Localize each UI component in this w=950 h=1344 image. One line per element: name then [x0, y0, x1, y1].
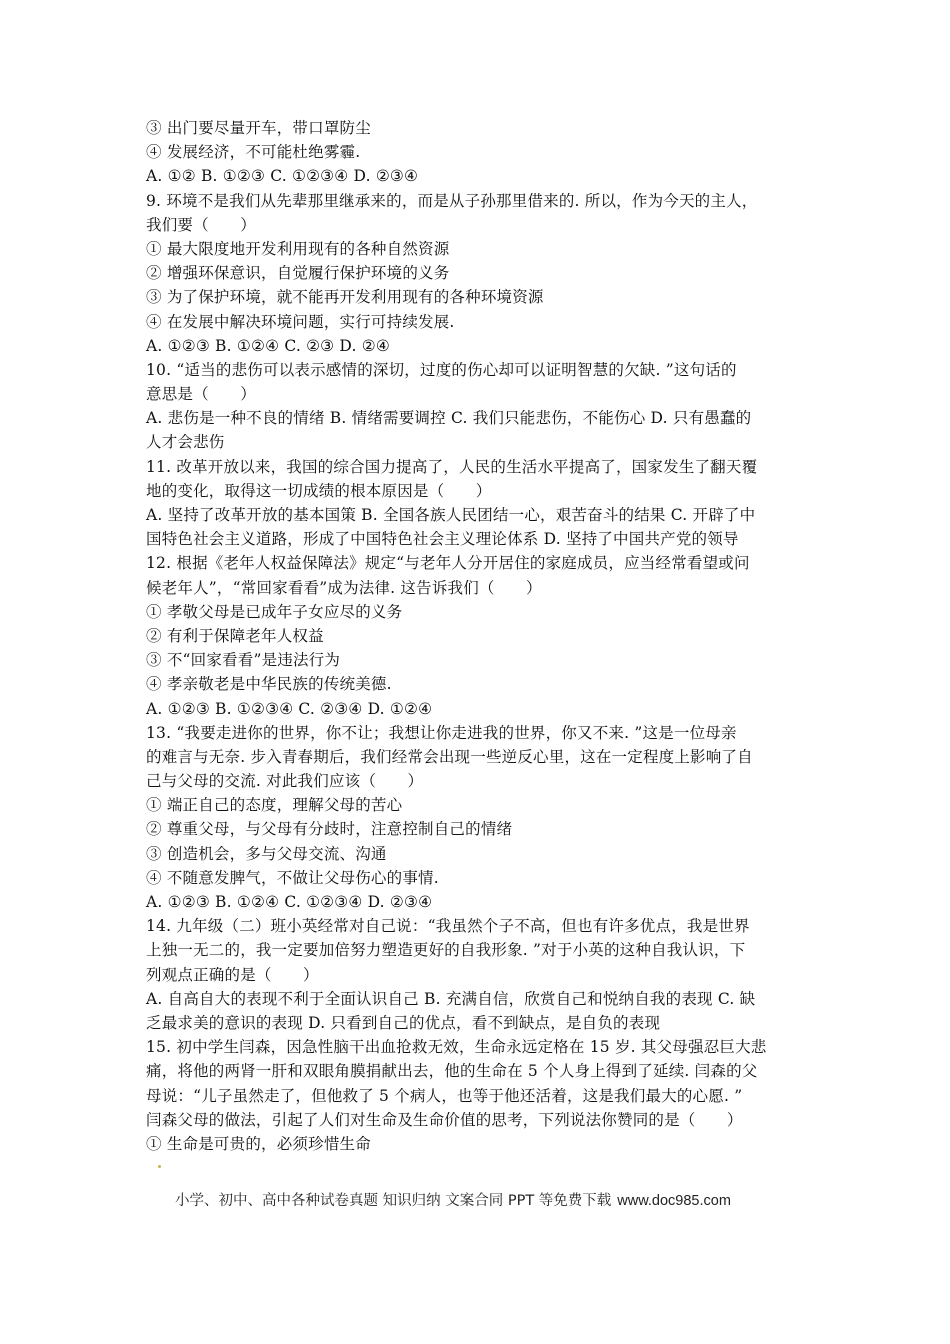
text-line: 9. 环境不是我们从先辈那里继承来的，而是从子孙那里借来的. 所以，作为今天的主人， — [146, 191, 758, 210]
text-line: ④ 在发展中解决环境问题，实行可持续发展. — [146, 312, 455, 331]
text-line: 上独一无二的，我一定要加倍努力塑造更好的自我形象. ”对于小英的这种自我认识，下 — [146, 941, 746, 960]
text-line: 乏最求美的意识的表现 D. 只看到自己的优点，看不到缺点，是自负的表现 — [146, 1013, 661, 1032]
text-line: ③ 创造机会，多与父母交流、沟通 — [146, 844, 387, 863]
text-line: ① 生命是可贵的，必须珍惜生命 — [146, 1134, 371, 1153]
footer-url[interactable]: www.doc985.com — [617, 1193, 731, 1209]
text-line: A. ①②③ B. ①②③④ C. ②③④ D. ①②④ — [146, 699, 433, 718]
text-line: 己与父母的交流. 对此我们应该（ ） — [146, 772, 424, 791]
text-line: ③ 为了保护环境，就不能再开发利用现有的各种环境资源 — [146, 288, 544, 307]
text-line: ① 端正自己的态度，理解父母的苦心 — [146, 796, 403, 815]
page-footer — [175, 1190, 815, 1212]
text-line: 我们要（ ） — [146, 215, 256, 234]
text-line: ① 最大限度地开发利用现有的各种自然资源 — [146, 239, 450, 258]
text-line: ① 孝敬父母是已成年子女应尽的义务 — [146, 602, 403, 621]
text-line: A. 坚持了改革开放的基本国策 B. 全国各族人民团结一心，艰苦奋斗的结果 C. 开辟了中 — [146, 506, 756, 524]
text-line: ② 尊重父母，与父母有分歧时，注意控制自己的情绪 — [146, 820, 513, 839]
text-line: 闫森父母的做法，引起了人们对生命及生命价值的思考，下列说法你赞同的是（ ） — [146, 1110, 743, 1129]
text-line: ② 增强环保意识，自觉履行保护环境的义务 — [146, 264, 450, 283]
stray-mark — [158, 1165, 161, 1168]
text-line: 13. “我要走进你的世界，你不让；我想让你走进我的世界，你又不来. ”这是一位母亲 — [146, 723, 737, 742]
text-line: ③ 出门要尽量开车，带口罩防尘 — [146, 119, 371, 137]
text-line: 国特色社会主义道路，形成了中国特色社会主义理论体系 D. 坚持了中国共产党的领导 — [146, 530, 739, 549]
document-body — [146, 116, 811, 1156]
text-line: A. ①② B. ①②③ C. ①②③④ D. ②③④ — [146, 167, 419, 186]
text-line: 15. 初中学生闫森，因急性脑干出血抢救无效，生命永远定格在 15 岁. 其父母强忍巨大悲 — [146, 1038, 767, 1057]
text-line: A. 自高自大的表现不利于全面认识自己 B. 充满自信，欣赏自己和悦纳自我的表现 C. 缺 — [146, 989, 756, 1008]
text-line: 的难言与无奈. 步入青春期后，我们经常会出现一些逆反心里，这在一定程度上影响了自 — [146, 747, 753, 766]
text-line: 人才会悲伤 — [146, 433, 225, 452]
text-line: 列观点正确的是（ ） — [146, 965, 319, 984]
text-line: 痛，将他的两肾一肝和双眼角膜捐献出去，他的生命在 5 个人身上得到了延续. 闫森的父 — [146, 1062, 758, 1081]
text-line: 12. 根据《老年人权益保障法》规定“与老年人分开居住的家庭成员，应当经常看望或问 — [146, 554, 750, 573]
text-line: ④ 孝亲敬老是中华民族的传统美德. — [146, 675, 392, 694]
text-line: 意思是（ ） — [146, 385, 256, 404]
text-line: ④ 发展经济，不可能杜绝雾霾. — [146, 143, 361, 162]
text-line: ② 有利于保障老年人权益 — [146, 626, 324, 645]
text-line: 候老年人”，“常回家看看”成为法律. 这告诉我们（ ） — [146, 578, 542, 597]
text-line: ③ 不“回家看看”是违法行为 — [146, 651, 341, 670]
footer-text: 小学、初中、高中各种试卷真题 知识归纳 文案合同 PPT 等免费下载 — [175, 1193, 612, 1209]
text-line: 14. 九年级（二）班小英经常对自己说：“我虽然个子不高，但也有许多优点，我是世界 — [146, 917, 750, 936]
text-line: 地的变化，取得这一切成绩的根本原因是（ ） — [146, 481, 492, 500]
text-line: ④ 不随意发脾气，不做让父母伤心的事情. — [146, 868, 439, 887]
text-line: 11. 改革开放以来，我国的综合国力提高了，人民的生活水平提高了，国家发生了翻天覆 — [146, 457, 758, 476]
text-line: 母说：“儿子虽然走了，但他救了 5 个病人，也等于他还活着，这是我们最大的心愿. ” — [146, 1086, 743, 1105]
text-line: 10. “适当的悲伤可以表示感情的深切，过度的伤心却可以证明智慧的欠缺. ”这句话的 — [146, 360, 737, 379]
text-line: A. ①②③ B. ①②④ C. ①②③④ D. ②③④ — [146, 893, 433, 911]
text-line: A. 悲伤是一种不良的情绪 B. 情绪需要调控 C. 我们只能悲伤，不能伤心 D. 只有愚蠢的 — [146, 409, 752, 428]
text-line: A. ①②③ B. ①②④ C. ②③ D. ②④ — [146, 336, 390, 355]
